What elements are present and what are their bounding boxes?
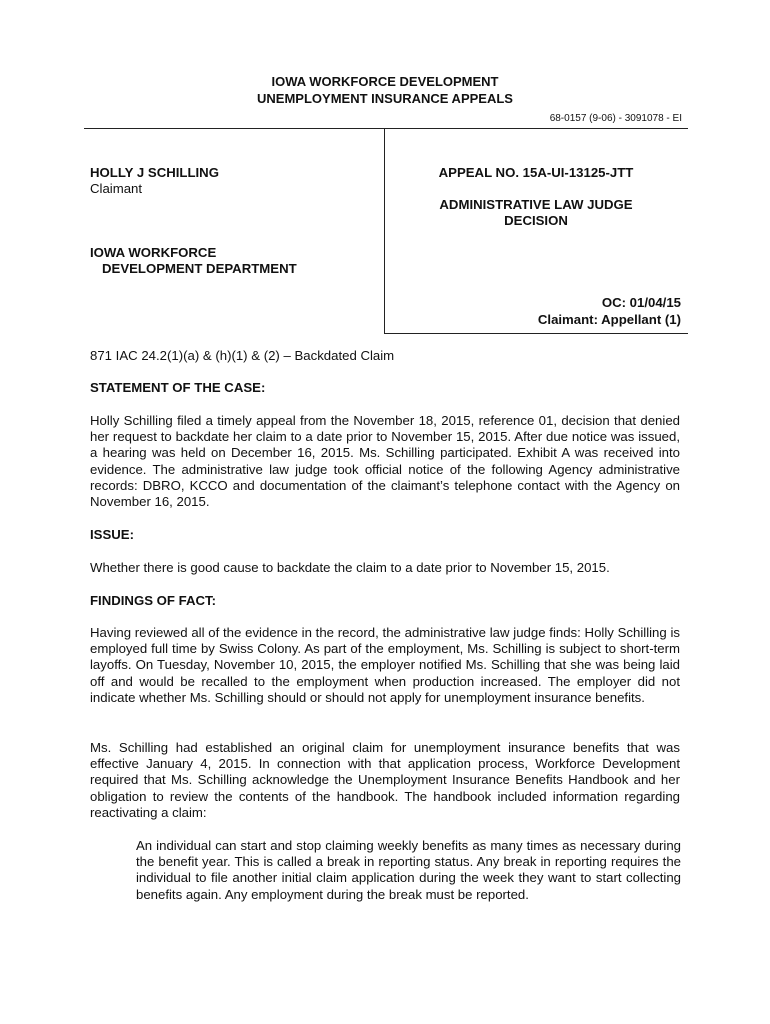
statement-text: Holly Schilling filed a timely appeal from the November 18, 2015, reference 01, decision that denied her request to backdate her claim to a date prior to November 15, 2015. After due notice was issued, a hearing was held on December 16, 2015. Ms. Schilling participated. Exhibit A was received into evidence. The administrative law judge took official notice of the following Agency administrative records: DBRO, KCCO and documentation of the claimant’s telephone contact with the Agency on November 16, 2015. [90,413,680,510]
form-number: 68-0157 (9-06) - 3091078 - EI [549,113,682,124]
claimant-status: Claimant: Appellant (1) [537,312,681,327]
agency-division: UNEMPLOYMENT INSURANCE APPEALS [257,91,513,106]
claimant-role: Claimant [90,181,143,196]
caption-divider [384,128,385,333]
issue-heading: ISSUE: [90,527,134,542]
handbook-quote: An individual can start and stop claiming weekly benefits as many times as necessary during the benefit year. This is called a break in reporting status. Any break in reporting requires the individual to file another initial claim application during the week they want to start collecting benefits again. Any employment during the break must be reported. [136,838,681,902]
decision-title-line2: DECISION [504,213,568,228]
caption-top-rule [84,128,688,129]
findings-heading: FINDINGS OF FACT: [90,593,217,608]
statement-heading: STATEMENT OF THE CASE: [90,380,266,395]
respondent-line2: DEVELOPMENT DEPARTMENT [102,261,297,276]
decision-title-line1: ADMINISTRATIVE LAW JUDGE [439,197,633,212]
issue-text: Whether there is good cause to backdate the claim to a date prior to November 15, 2015. [90,560,610,575]
findings-paragraph-2: Ms. Schilling had established an original claim for unemployment insurance benefits that was effective January 4, 2015. In connection with that application process, Workforce Development required that Ms. Schilling acknowledge the Unemployment Insurance Benefits Handbook and her obligation to review the contents of the handbook. The handbook included information regarding reactivating a claim: [90,740,680,820]
appeal-number: APPEAL NO. 15A-UI-13125-JTT [438,165,634,180]
findings-paragraph-1: Having reviewed all of the evidence in the record, the administrative law judge finds: Holly Schilling is employed full time by Swiss Colony. As part of the employment, Ms. Schilling is subject to short-term layoffs. On Tuesday, November 10, 2015, the employer notified Ms. Schilling that she was being laid off and would be recalled to the employment when production increased. The employer did not indicate whether Ms. Schilling should or should not apply for unemployment insurance benefits. [90,625,680,705]
claimant-name: HOLLY J SCHILLING [90,165,219,180]
respondent-line1: IOWA WORKFORCE [90,245,217,260]
oc-date: OC: 01/04/15 [601,295,681,310]
caption-bottom-rule [384,333,688,334]
citation: 871 IAC 24.2(1)(a) & (h)(1) & (2) – Backdated Claim [90,348,395,363]
agency-name: IOWA WORKFORCE DEVELOPMENT [271,74,499,89]
